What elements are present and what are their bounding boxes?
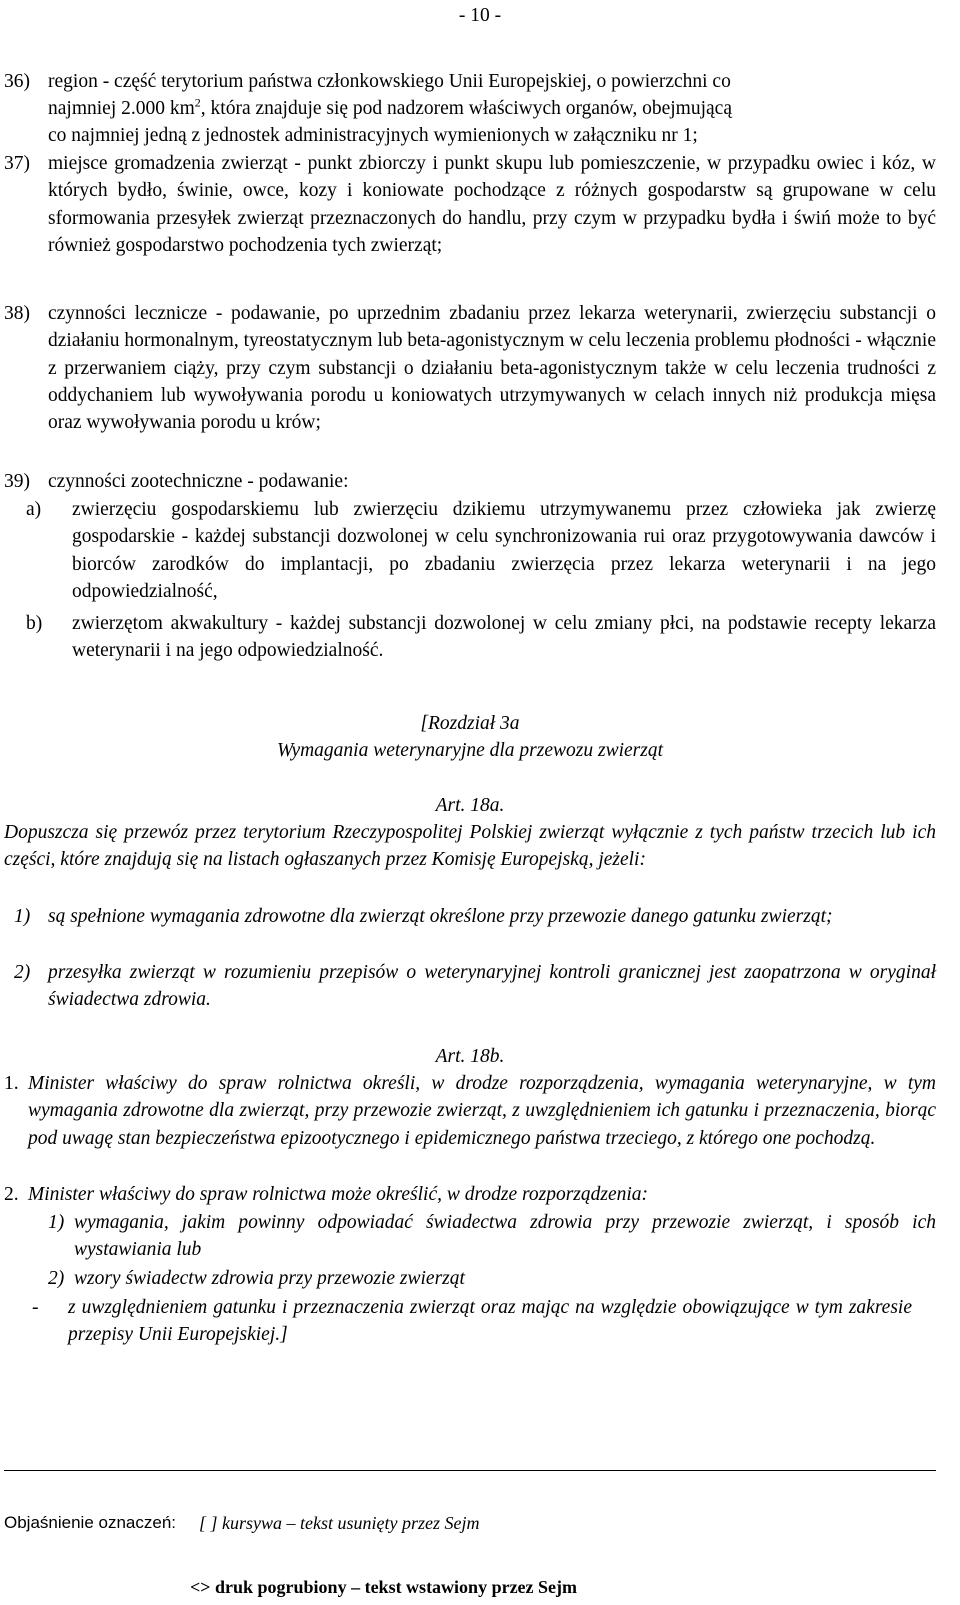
definition-39	[4, 468, 936, 495]
list-text: wymagania, jakim powinny odpowiadać świadectwa zdrowia przy przewozie zwierząt, i sposób ich wystawiania lub	[74, 1212, 936, 1261]
definition-number: 38)	[4, 303, 30, 324]
article-18b-closing-dash	[32, 1294, 912, 1349]
definition-37	[4, 150, 936, 259]
list-marker: 2)	[48, 1268, 65, 1289]
closing-text: z uwzględnieniem gatunku i przeznaczenia zwierząt oraz mając na względzie obowiązujące w tym zakresie przepisy Unii Europejskiej.]	[68, 1297, 912, 1346]
footer-divider	[4, 1470, 936, 1471]
superscript: 2	[194, 95, 201, 110]
definition-number: 39)	[4, 471, 30, 492]
footnote-bold-note: <> druk pogrubiony – tekst wstawiony przez Sejm	[190, 1577, 578, 1597]
definition-text: miejsce gromadzenia zwierząt - punkt zbiorczy i punkt skupu lub pomieszczenie, w przypadku owiec i kóz, w których bydło, świnie, owce, kozy i koniowate pochodzące z różnych gospodarstw są grupowane w celu sformowania przesyłek zwierząt przeznaczonych do handlu, przy czym w przypadku bydła i świń może to być również gospodarstwo pochodzenia tych zwierząt;	[48, 153, 936, 256]
definition-39-a	[26, 496, 936, 605]
article-18a-heading: Art. 18a.	[435, 795, 505, 816]
list-marker: b)	[26, 613, 43, 634]
list-marker: 1)	[14, 906, 31, 927]
definition-36-continued: najmniej 2.000 $km^2$, która znajduje się pod nadzorem właściwych organów, obejmującą co najmniej jedną z jednostek administracyjnych wymienionych w załączniku nr 1;	[48, 95, 732, 147]
chapter-title: [Rozdział 3a	[420, 713, 520, 734]
article-18b-section-2-point-1	[48, 1209, 936, 1264]
definition-number: 37)	[4, 153, 30, 174]
definition-text: region - część terytorium państwa członkowskiego Unii Europejskiej, o powierzchni co	[48, 71, 731, 92]
dash-marker: -	[32, 1297, 39, 1318]
footnote-label: Objaśnienie oznaczeń:	[4, 1513, 177, 1532]
definition-39-b	[26, 610, 936, 665]
section-marker: 1.	[4, 1073, 19, 1094]
article-18a-point-2	[14, 959, 936, 1014]
page-number: - 10 -	[458, 5, 502, 26]
footnote-italic-note: [ ] kursywa – tekst usunięty przez Sejm	[199, 1513, 480, 1533]
article-18b-section-2-point-2	[48, 1265, 936, 1292]
list-marker: 1)	[48, 1212, 65, 1233]
section-text: Minister właściwy do spraw rolnictwa może określić, w drodze rozporządzenia:	[28, 1184, 649, 1205]
list-marker: 2)	[14, 962, 31, 983]
definition-36	[4, 68, 936, 95]
list-text: przesyłka zwierząt w rozumieniu przepisów o weterynaryjnej kontroli granicznej jest zaopatrzona w oryginał świadectwa zdrowia.	[48, 962, 936, 1011]
list-text: zwierzęciu gospodarskiemu lub zwierzęciu dzikiemu utrzymywanemu przez człowieka jak zwierzę gospodarskie - każdej substancji dozwolonej w celu synchronizowania rui oraz przygotowywania dawców i biorców zarodków do implantacji, po zbadaniu zwierzęcia przez lekarza weterynarii i na jego odpowiedzialność,	[72, 499, 936, 602]
definition-number: 36)	[4, 71, 30, 92]
section-text: Minister właściwy do spraw rolnictwa określi, w drodze rozporządzenia, wymagania weterynaryjne, w tym wymagania zdrowotne dla zwierząt, przy przewozie zwierząt, z uwzględnieniem ich gatunku i przeznaczenia, biorąc pod uwagę stan bezpieczeństwa epizootycznego i epidemicznego państwa trzeciego, z którego one pochodzą.	[28, 1073, 936, 1149]
definition-38	[4, 300, 936, 436]
definition-text: czynności lecznicze - podawanie, po uprzednim zbadaniu przez lekarza weterynarii, zwierzęciu substancji o działaniu hormonalnym, tyreostatycznym lub beta-agonistycznym w celu leczenia problemu płodności - włącznie z przerwaniem ciąży, przy czym substancji o działaniu beta-agonistycznym także w celu leczenia trudności z oddychaniem lub wywoływania porodu u koniowatych utrzymywanych w celach innych niż produkcja mięsa oraz wywoływania porodu u krów;	[48, 303, 936, 434]
list-text: wzory świadectw zdrowia przy przewozie zwierząt	[74, 1268, 465, 1289]
definition-text: czynności zootechniczne - podawanie:	[48, 471, 349, 492]
list-text: zwierzętom akwakultury - każdej substancji dozwolonej w celu zmiany płci, na podstawie recepty lekarza weterynarii i na jego odpowiedzialność.	[72, 613, 936, 662]
section-marker: 2.	[4, 1184, 19, 1205]
article-18a-intro: Dopuszcza się przewóz przez terytorium Rzeczypospolitej Polskiej zwierząt wyłącznie z tych państw trzecich lub ich części, które znajdują się na listach ogłaszanych przez Komisję Europejską, jeżeli:	[4, 822, 936, 871]
article-18b-section-2	[4, 1181, 936, 1208]
list-text: są spełnione wymagania zdrowotne dla zwierząt określone przy przewozie danego gatunku zwierząt;	[48, 906, 833, 927]
article-18b-heading: Art. 18b.	[435, 1046, 505, 1067]
list-marker: a)	[26, 499, 42, 520]
chapter-subtitle: Wymagania weterynaryjne dla przewozu zwierząt	[276, 740, 663, 761]
article-18a-point-1	[14, 903, 936, 930]
article-18b-section-1	[4, 1070, 936, 1152]
